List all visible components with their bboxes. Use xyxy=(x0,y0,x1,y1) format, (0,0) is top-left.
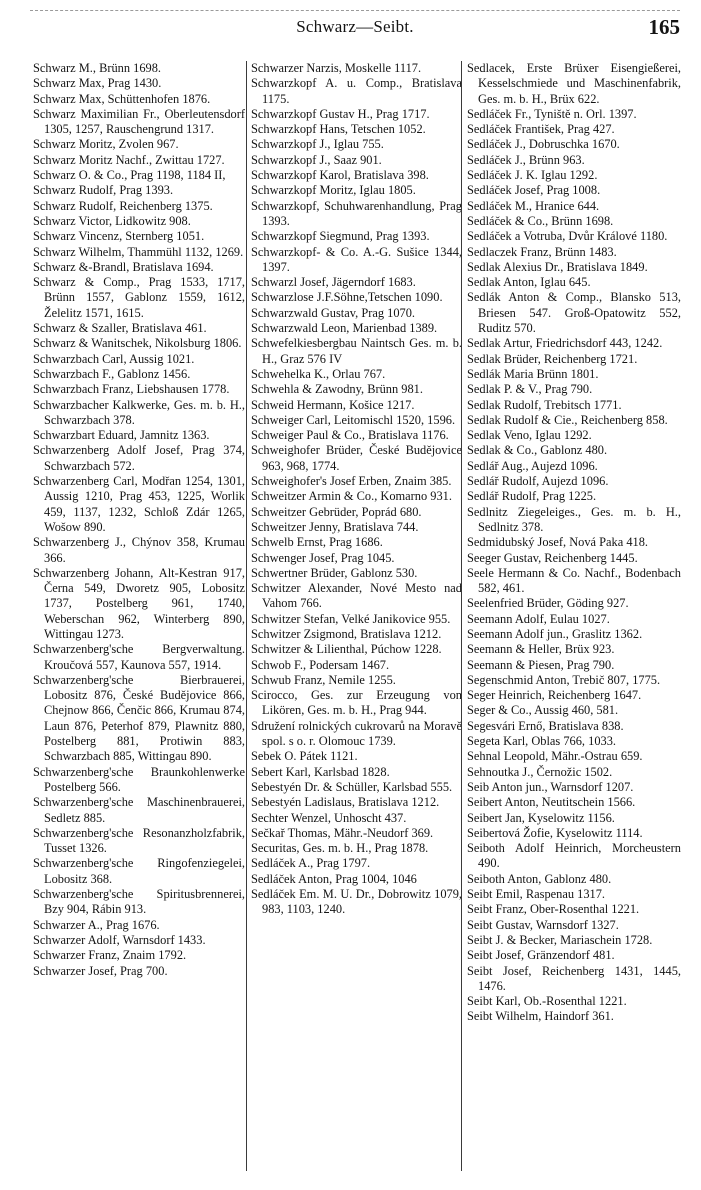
directory-entry: Schwarz Wilhelm, Thammühl 1132, 1269. xyxy=(33,244,244,259)
directory-entry: Schweiger Carl, Leitomischl 1520, 1596. xyxy=(251,412,456,427)
directory-entry: Schwarz Rudolf, Prag 1393. xyxy=(33,183,174,198)
directory-entry: Schwarzenberg'sche Spiritusbrennerei, Bzy 904, Rábin 913. xyxy=(33,887,245,917)
directory-entry: Schwarz O. & Co., Prag 1198, 1184 II, xyxy=(33,168,226,183)
directory-entry: Schwarzenberg Johann, Alt-Kestran 917, Černa 549, Dworetz 905, Lobositz 1737, Postelberg 961, 1740, Weberschan 962, Winterberg 890, Wittingau 1273. xyxy=(33,565,245,641)
directory-entry: Schwarz & Comp., Prag 1533, 1717, Brünn 1557, Gablonz 1559, 1612, Želelitz 1571, 1615. xyxy=(33,275,245,320)
directory-entry: Sedlak Artur, Friedrichsdorf 443, 1242. xyxy=(467,336,663,351)
directory-entry: Seemann Adolf jun., Graslitz 1362. xyxy=(467,626,643,641)
directory-entry: Sehnal Leopold, Mähr.-Ostrau 659. xyxy=(467,749,643,764)
directory-entry: Schwarzbart Eduard, Jamnitz 1363. xyxy=(33,428,210,443)
directory-entry: Schwarzkopf A. u. Comp., Bratislava 1175. xyxy=(251,76,462,106)
directory-entry: Sedlář Rudolf, Prag 1225. xyxy=(467,489,597,504)
column-right xyxy=(467,61,681,1181)
directory-entry: Sedlak Rudolf, Trebitsch 1771. xyxy=(467,397,622,412)
directory-entry: Schwarz Max, Prag 1430. xyxy=(33,76,162,91)
directory-entry: Schweighofer Brüder, České Budějovice 963, 968, 1774. xyxy=(251,443,462,473)
directory-entry: Seemann Adolf, Eulau 1027. xyxy=(467,611,610,626)
directory-entry: Schwarz Victor, Lidkowitz 908. xyxy=(33,213,191,228)
directory-entry: Sedláček Josef, Prag 1008. xyxy=(467,183,601,198)
directory-entry: Sečkař Thomas, Mähr.-Neudorf 369. xyxy=(251,825,434,840)
directory-entry: Sedlák Maria Brünn 1801. xyxy=(467,366,599,381)
directory-entry: Schwarzenberg'sche Resonanzholzfabrik, Tusset 1326. xyxy=(33,825,245,856)
directory-entry: Schwehelka K., Orlau 767. xyxy=(251,366,386,381)
directory-entry: Schwarzkopf J., Saaz 901. xyxy=(251,152,382,167)
directory-entry: Sedlak & Co., Gablonz 480. xyxy=(467,443,608,458)
directory-entry: Seibert Jan, Kyselowitz 1156. xyxy=(467,810,615,825)
directory-entry: Sedláček František, Prag 427. xyxy=(467,122,615,137)
directory-entry: Seibert Anton, Neutitschein 1566. xyxy=(467,795,636,810)
directory-columns xyxy=(33,61,681,1181)
directory-entry: Segesvári Ernő, Bratislava 838. xyxy=(467,718,624,733)
directory-entry: Sedláček a Votruba, Dvůr Králové 1180. xyxy=(467,229,668,244)
directory-entry: Sedláček J., Brünn 963. xyxy=(467,152,585,167)
directory-entry: Schweitzer Armin & Co., Komarno 931. xyxy=(251,489,452,504)
directory-entry: Schweitzer Gebrüder, Poprád 680. xyxy=(251,504,422,519)
directory-entry: Schwarzkopf- & Co. A.-G. Sušice 1344, 1397. xyxy=(251,244,462,274)
directory-entry: Seibt Gustav, Warnsdorf 1327. xyxy=(467,917,619,932)
directory-entry: Seele Hermann & Co. Nachf., Bodenbach 582, 461. xyxy=(467,565,681,596)
directory-entry: Schwarzenberg J., Chýnov 358, Krumau 366. xyxy=(33,535,245,565)
directory-entry: Schwarz & Wanitschek, Nikolsburg 1806. xyxy=(33,336,242,351)
directory-entry: Seibt Josef, Gränzendorf 481. xyxy=(467,948,615,963)
directory-entry: Schwitzer Alexander, Nové Mesto nad Vahom 766. xyxy=(251,581,462,611)
directory-entry: Sebestyén Dr. & Schüller, Karlsbad 555. xyxy=(251,779,453,794)
directory-entry: Seeger Gustav, Reichenberg 1445. xyxy=(467,550,638,565)
directory-entry: Sedláček & Co., Brünn 1698. xyxy=(467,213,614,228)
directory-entry: Schwarzkopf J., Iglau 755. xyxy=(251,137,384,152)
directory-entry: Seibt Emil, Raspenau 1317. xyxy=(467,887,606,902)
directory-entry: Sedlak Anton, Iglau 645. xyxy=(467,275,591,290)
directory-entry: Scirocco, Ges. zur Erzeugung von Likören, Ges. m. b. H., Prag 944. xyxy=(251,688,462,718)
directory-entry: Schwarzl Josef, Jägerndorf 1683. xyxy=(251,275,416,290)
directory-entry: Schwarzer Narzis, Moskelle 1117. xyxy=(251,61,422,75)
directory-entry: Seibt Wilhelm, Haindorf 361. xyxy=(467,1009,614,1024)
directory-entry: Seelenfried Brüder, Göding 927. xyxy=(467,596,629,611)
directory-entry: Schwarzenberg Adolf Josef, Prag 374, Schwarzbach 572. xyxy=(33,443,245,473)
directory-entry: Schwarzkopf Karol, Bratislava 398. xyxy=(251,168,429,183)
page-title: Schwarz—Seibt. xyxy=(296,17,414,36)
directory-entry: Schwarzkopf Gustav H., Prag 1717. xyxy=(251,106,430,121)
directory-entry: Sdružení rolnických cukrovarů na Moravě spol. s o. r. Olomouc 1739. xyxy=(251,718,462,749)
directory-entry: Sedláček Anton, Prag 1004, 1046 xyxy=(251,871,417,886)
directory-entry: Securitas, Ges. m. b. H., Prag 1878. xyxy=(251,841,429,856)
column-divider xyxy=(461,61,462,1171)
directory-entry: Sedlaczek Franz, Brünn 1483. xyxy=(467,244,617,259)
directory-entry: Seibt Karl, Ob.-Rosenthal 1221. xyxy=(467,994,627,1009)
directory-entry: Sedláček M., Hranice 644. xyxy=(467,198,600,213)
directory-entry: Sebert Karl, Karlsbad 1828. xyxy=(251,764,390,779)
directory-entry: Sedlak Veno, Iglau 1292. xyxy=(467,428,592,443)
directory-entry: Schwob F., Podersam 1467. xyxy=(251,657,390,672)
directory-entry: Sedlák Anton & Comp., Blansko 513, Briesen 547. Groß-Opatowitz 552, Ruditz 570. xyxy=(467,290,681,336)
directory-entry: Schweid Hermann, Košice 1217. xyxy=(251,397,415,412)
directory-entry: Sedláček A., Prag 1797. xyxy=(251,856,371,871)
directory-entry: Sedlak Alexius Dr., Bratislava 1849. xyxy=(467,259,648,274)
directory-entry: Sebek O. Pátek 1121. xyxy=(251,749,358,764)
page-number: 165 xyxy=(648,15,680,39)
directory-entry: Schweitzer Jenny, Bratislava 744. xyxy=(251,519,419,534)
directory-entry: Segenschmid Anton, Trebič 807, 1775. xyxy=(467,672,661,687)
directory-entry: Schwarz Moritz Nachf., Zwittau 1727. xyxy=(33,152,225,167)
column-left xyxy=(33,61,245,1181)
directory-entry: Seger Heinrich, Reichenberg 1647. xyxy=(467,688,642,703)
directory-entry: Schwarzenberg'sche Braunkohlenwerke Postelberg 566. xyxy=(33,764,245,794)
directory-entry: Seibertová Žofie, Kyselowitz 1114. xyxy=(467,825,643,840)
page-header xyxy=(30,4,680,38)
directory-entry: Schwarz Rudolf, Reichenberg 1375. xyxy=(33,198,213,213)
directory-entry: Schwarz &-Brandl, Bratislava 1694. xyxy=(33,259,214,274)
directory-entry: Sedlář Rudolf, Aujezd 1096. xyxy=(467,474,609,489)
directory-entry: Seibt Josef, Reichenberg 1431, 1445, 1476. xyxy=(467,963,681,993)
directory-entry: Schwarzbach Franz, Liebshausen 1778. xyxy=(33,382,230,397)
directory-entry: Sebestyén Ladislaus, Bratislava 1212. xyxy=(251,795,440,810)
directory-entry: Schwarzenberg'sche Bergverwaltung. Kroučová 557, Kaunova 557, 1914. xyxy=(33,642,245,672)
directory-entry: Seibt Franz, Ober-Rosenthal 1221. xyxy=(467,902,640,917)
directory-entry: Schwarzbach Carl, Aussig 1021. xyxy=(33,351,195,366)
directory-entry: Schwarzenberg Carl, Modřan 1254, 1301, Aussig 1210, Prag 453, 1225, Worlik 459, 1137, 1232, Schloß Zdár 1265, Wošow 890. xyxy=(33,474,245,534)
directory-entry: Schwitzer & Lilienthal, Púchow 1228. xyxy=(251,642,442,657)
directory-entry: Seemann & Heller, Brüx 923. xyxy=(467,642,615,657)
directory-entry: Schwarzer Franz, Znaim 1792. xyxy=(33,948,187,963)
directory-entry: Seibt J. & Becker, Mariaschein 1728. xyxy=(467,932,653,947)
directory-entry: Sedlacek, Erste Brüxer Eisengießerei, Kesselschmiede und Maschinenfabrik, Ges. m. b. H., Brüx 622. xyxy=(467,61,681,106)
directory-entry: Schwarzer A., Prag 1676. xyxy=(33,917,160,932)
directory-entry: Sechter Wenzel, Unhoscht 437. xyxy=(251,810,407,825)
directory-entry: Schwarzwald Leon, Marienbad 1389. xyxy=(251,321,438,336)
directory-entry: Schwitzer Zsigmond, Bratislava 1212. xyxy=(251,626,442,641)
directory-entry: Seib Anton jun., Warnsdorf 1207. xyxy=(467,779,634,794)
directory-entry: Sedlak P. & V., Prag 790. xyxy=(467,382,593,397)
directory-entry: Schwarzenberg'sche Bierbrauerei, Lobositz 876, České Budějovice 866, Chejnow 866, Čenčic 866, Krumau 874, Laun 876, Peterhof 879, Plawnitz 880, Postelberg 881, Protiwin 883, Schwarzbach 885, Wittingau 890. xyxy=(33,672,245,764)
directory-entry: Schwenger Josef, Prag 1045. xyxy=(251,550,395,565)
directory-entry: Schwarzkopf Siegmund, Prag 1393. xyxy=(251,229,430,244)
directory-entry: Schwarzkopf Hans, Tetschen 1052. xyxy=(251,122,426,137)
column-divider xyxy=(246,61,247,1171)
directory-entry: Schwarz Max, Schüttenhofen 1876. xyxy=(33,91,211,106)
directory-entry: Schwarzkopf Moritz, Iglau 1805. xyxy=(251,183,416,198)
directory-entry: Schwefelkiesbergbau Naintsch Ges. m. b. H., Graz 576 IV xyxy=(251,336,462,366)
directory-entry: Schwarz Maximilian Fr., Oberleutensdorf 1305, 1257, Rauschengrund 1317. xyxy=(33,106,245,137)
directory-entry: Schwarz & Szaller, Bratislava 461. xyxy=(33,321,207,336)
directory-entry: Schweiger Paul & Co., Bratislava 1176. xyxy=(251,428,449,443)
directory-entry: Sedláček Em. M. U. Dr., Dobrowitz 1079, 983, 1103, 1240. xyxy=(251,887,462,917)
directory-entry: Schwarzkopf, Schuhwarenhandlung, Prag 1393. xyxy=(251,198,462,228)
directory-entry: Sedlak Brüder, Reichenberg 1721. xyxy=(467,351,638,366)
directory-entry: Segeta Karl, Oblas 766, 1033. xyxy=(467,734,617,749)
directory-entry: Sedlář Aug., Aujezd 1096. xyxy=(467,458,598,473)
header-rule xyxy=(30,10,680,11)
directory-entry: Schwehla & Zawodny, Brünn 981. xyxy=(251,382,423,397)
directory-entry: Schwelb Ernst, Prag 1686. xyxy=(251,535,383,550)
column-middle xyxy=(251,61,462,1181)
directory-entry: Sedlak Rudolf & Cie., Reichenberg 858. xyxy=(467,412,668,427)
directory-entry: Seiboth Adolf Heinrich, Morcheustern 490. xyxy=(467,841,681,871)
directory-entry: Schwertner Brüder, Gablonz 530. xyxy=(251,565,418,580)
directory-entry: Seiboth Anton, Gablonz 480. xyxy=(467,871,612,886)
directory-entry: Schwarzbacher Kalkwerke, Ges. m. b. H., Schwarzbach 378. xyxy=(33,397,245,427)
directory-entry: Schwarzbach F., Gablonz 1456. xyxy=(33,366,191,381)
directory-entry: Schwarzer Josef, Prag 700. xyxy=(33,963,168,978)
directory-entry: Schwarz M., Brünn 1698. xyxy=(33,61,162,75)
directory-entry: Schwarz Vincenz, Sternberg 1051. xyxy=(33,229,205,244)
directory-entry: Schwarzenberg'sche Ringofenziegelei, Lobositz 368. xyxy=(33,856,245,886)
directory-entry: Schwarz Moritz, Zvolen 967. xyxy=(33,137,179,152)
directory-entry: Seger & Co., Aussig 460, 581. xyxy=(467,703,619,718)
directory-entry: Sedláček J. K. Iglau 1292. xyxy=(467,168,598,183)
directory-entry: Sedláček Fr., Tyniště n. Orl. 1397. xyxy=(467,106,637,121)
directory-entry: Schwarzlose J.F.Söhne,Tetschen 1090. xyxy=(251,290,443,305)
directory-entry: Schweighofer's Josef Erben, Znaim 385. xyxy=(251,474,452,489)
directory-entry: Seemann & Piesen, Prag 790. xyxy=(467,657,615,672)
directory-entry: Schwub Franz, Nemile 1255. xyxy=(251,672,396,687)
directory-entry: Sedláček J., Dobruschka 1670. xyxy=(467,137,620,152)
directory-entry: Schwarzer Adolf, Warnsdorf 1433. xyxy=(33,932,206,947)
directory-entry: Sehnoutka J., Černožic 1502. xyxy=(467,764,613,779)
directory-entry: Sedlnitz Ziegeleiges., Ges. m. b. H., Sedlnitz 378. xyxy=(467,504,681,534)
directory-entry: Schwarzwald Gustav, Prag 1070. xyxy=(251,305,416,320)
directory-entry: Schwarzenberg'sche Maschinenbrauerei, Sedletz 885. xyxy=(33,795,245,825)
directory-entry: Sedmidubský Josef, Nová Paka 418. xyxy=(467,535,649,550)
directory-entry: Schwitzer Stefan, Velké Janikovice 955. xyxy=(251,611,451,626)
